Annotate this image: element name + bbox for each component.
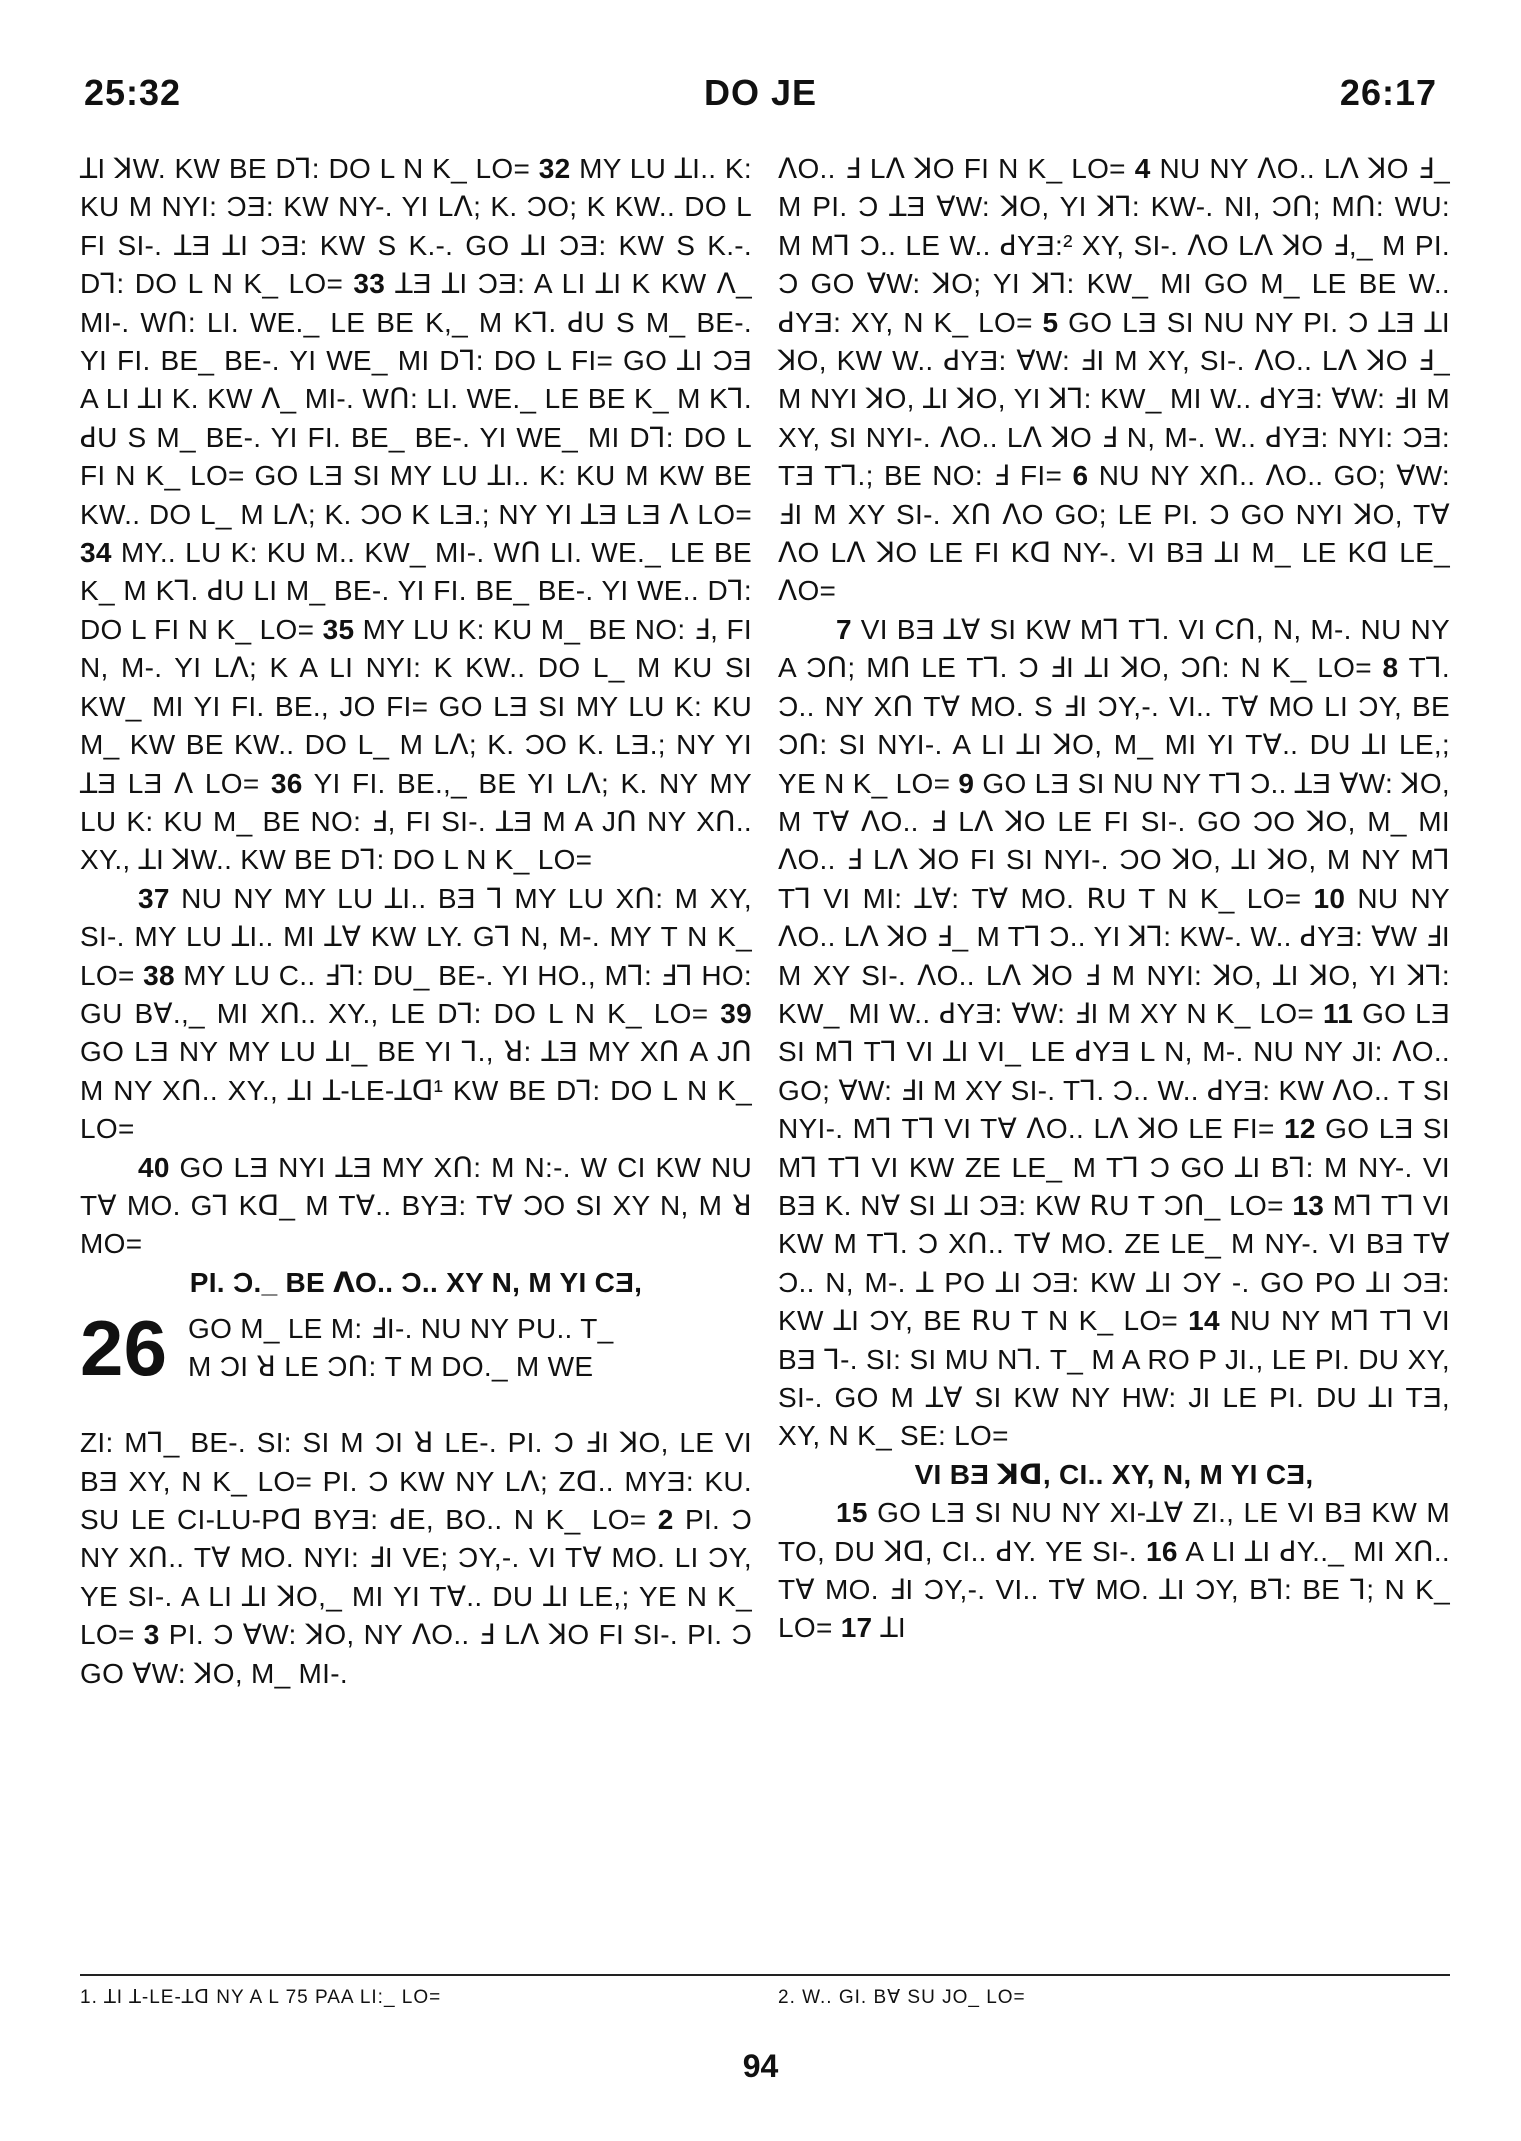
- verse-text: NU NY ꓥO.. Lꓥ ꓘO ꓞ_ M Tꓶ Ɔ.. YI ꓘꓶ: KW-. W.. ꓒYƎ: ꓯW ꓞI M XY SI-. ꓥO.. Lꓥ ꓘO ꓞ M NYI: ꓘO, ꓕI ꓘO, YI ꓘꓶ: KW_ MI W.. ꓒYƎ: ꓯW: ꓞI M XY N K_ LO=: [778, 882, 1450, 1029]
- verse-number: 7: [836, 613, 852, 645]
- paragraph: [778, 150, 1450, 611]
- verse-number: 17: [840, 1612, 873, 1644]
- verse-number: 33: [353, 268, 386, 300]
- verse-number: 13: [1292, 1189, 1325, 1221]
- running-header-left: 25:32: [84, 72, 182, 113]
- verse-text: Mꓶ Tꓶ VI KW M Tꓶ. Ɔ Xꓵ.. Tꓯ MO. ZE LE_ M NY-. VI BƎ Tꓯ Ɔ.. N, M-. ꓕ PO ꓕI ƆƎ: KW ꓕI ƆY -. GO PO ꓕI ƆƎ: KW ꓕI ƆY, BE ꓣU T N K_ LO=: [778, 1189, 1450, 1337]
- verse-number: 16: [1146, 1535, 1178, 1567]
- right-text-column: [778, 150, 1450, 1648]
- verse-number: 15: [836, 1497, 868, 1529]
- chapter-first-line: GO M_ LE M: ꓞI-. NU NY PU.. T_: [188, 1313, 614, 1345]
- verse-number: 36: [270, 767, 303, 799]
- verse-text: ꓕI: [872, 1612, 906, 1644]
- paragraph: [80, 1149, 752, 1264]
- verse-text: VI BƎ ꓕꓯ SI KW Mꓶ Tꓶ. VI Cꓵ, N, M-. NU NY A Ɔꓵ; Mꓵ LE Tꓶ. Ɔ ꓞI ꓕI ꓘO, Ɔꓵ: N K_ LO=: [778, 613, 1450, 684]
- paragraph: [778, 1494, 1450, 1648]
- verse-text: ꓕƎ ꓕI ƆƎ: A LI ꓕI K KW ꓥ_ MI-. Wꓵ: LI. WE._ LE BE K,_ M Kꓶ. ꓒU S M_ BE-. YI FI. BE_ BE-. YI WE_ MI Dꓶ: DO L FI= GO ꓕI ƆƎ A LI ꓕI K. KW ꓥ_ MI-. Wꓵ: LI. WE._ LE BE K_ M Kꓶ. ꓒU S M_ BE-. YI FI. BE_ BE-. YI WE_ MI Dꓶ: DO L FI N K_ LO= GO LƎ SI MY LU ꓕI.. K: KU M KW BE KW.. DO L_ M Lꓥ; K. ƆO K LƎ.; NY YI ꓕƎ LƎ ꓥ LO=: [80, 268, 752, 530]
- verse-text: A LI ꓕI ꓒY.._ MI Xꓵ.. Tꓯ MO. ꓞI ƆY,-. VI.. Tꓯ MO. ꓕI ƆY, Bꓶ: BE ꓶ; N K_ LO=: [778, 1535, 1451, 1644]
- verse-text: PI. Ɔ NY Xꓵ.. Tꓯ MO. NYI: ꓞI VE; ƆY,-. VI Tꓯ MO. LI ƆY, YE SI-. A LI ꓕI ꓘO,_ MI YI Tꓯ.. DU ꓕI LE,; YE N K_ LO=: [80, 1504, 752, 1651]
- paragraph: [80, 1424, 752, 1693]
- verse-number: 8: [1382, 652, 1399, 684]
- verse-text: Tꓶ. Ɔ.. NY Xꓵ Tꓯ MO. S ꓞI ƆY,-. VI.. Tꓯ MO LI ƆY, BE Ɔꓵ: SI NYI-. A LI ꓕI ꓘO, M_ MI YI Tꓯ.. DU ꓕI LE,; YE N K_ LO=: [778, 652, 1450, 799]
- verse-number: 32: [538, 153, 571, 184]
- paragraph: [80, 880, 752, 1149]
- verse-number: 10: [1313, 882, 1346, 914]
- verse-number: 12: [1284, 1113, 1316, 1145]
- verse-text: NU NY Xꓵ.. ꓥO.. GO; ꓯW: ꓞI M XY SI-. Xꓵ ꓥO GO; LE PI. Ɔ GO NYI ꓘO, Tꓯ ꓥO Lꓥ ꓘO LE FI Kꓷ NY-. VI BƎ ꓕI M_ LE Kꓷ LE_ ꓥO=: [778, 460, 1451, 607]
- verse-text: MY.. LU K: KU M.. KW_ MI-. Wꓵ LI. WE._ LE BE K_ M Kꓶ. ꓒU LI M_ BE-. YI FI. BE_ BE-. YI WE.. Dꓶ: DO L FI N K_ LO=: [80, 537, 752, 645]
- verse-number: 35: [322, 613, 355, 645]
- verse-number: 5: [1042, 306, 1059, 338]
- verse-number: 38: [143, 959, 175, 991]
- chapter-number: 26: [80, 1304, 168, 1393]
- verse-number: 39: [720, 997, 752, 1029]
- verse-text: ꓕI ꓘW. KW BE Dꓶ: DO L N K_ LO=: [80, 153, 539, 184]
- verse-text: YI FI. BE.,_ BE YI Lꓥ; K. NY MY LU K: KU M_ BE NO: ꓞ, FI SI-. ꓕƎ M A Jꓵ NY Xꓵ.. XY., ꓕI ꓘW.. KW BE Dꓶ: DO L N K_ LO=: [80, 767, 752, 876]
- verse-text: PI. Ɔ ꓯW: ꓘO, NY ꓥO.. ꓞ Lꓥ ꓘO FI SI-. PI. Ɔ GO ꓯW: ꓘO, M_ MI-.: [80, 1619, 752, 1689]
- verse-text: NU NY Mꓶ Tꓶ VI BƎ ꓶ-. SI: SI MU Nꓶ. T_ M A RO P JI., LE PI. DU XY, SI-. GO M ꓕꓯ SI KW NY HW: JI LE PI. DU ꓕI TƎ, XY, N K_ SE: LO=: [778, 1305, 1450, 1452]
- verse-text: GO LƎ SI Mꓶ Tꓶ VI KW ZE LE_ M Tꓶ Ɔ GO ꓕI Bꓶ: M NY-. VI BƎ K. Nꓯ SI ꓕI ƆƎ: KW ꓣU T Ɔꓵ_ LO=: [778, 1113, 1450, 1221]
- paragraph: [778, 611, 1450, 1456]
- verse-text: NU NY MY LU ꓕI.. BƎ ꓶ MY LU Xꓵ: M XY, SI-. MY LU ꓕI.. MI ꓕꓯ KW LY. Gꓶ N, M-. MY T N K_ LO=: [80, 882, 752, 991]
- verse-text: GO LƎ SI NU NY PI. Ɔ ꓕƎ ꓕI ꓘO, KW W.. ꓒYƎ: ꓯW: ꓞI M XY, SI-. ꓥO.. Lꓥ ꓘO ꓞ_ M NYI ꓘO, ꓕI ꓘO, YI ꓘꓶ: KW_ MI W.. ꓒYƎ: ꓯW: ꓞI M XY, SI NYI-. ꓥO.. Lꓥ ꓘO ꓞ N, M-. W.. ꓒYƎ: NYI: ƆƎ: TƎ Tꓶ.; BE NO: ꓞ FI=: [778, 306, 1450, 492]
- left-text-column: [80, 150, 752, 1693]
- verse-number: 2: [657, 1504, 674, 1535]
- verse-text: MY LU K: KU M_ BE NO: ꓞ, FI N, M-. YI Lꓥ; K A LI NYI: K KW.. DO L_ M KU SI KW_ MI YI FI. BE., JO FI= GO LƎ SI MY LU K: KU M_ KW BE KW.. DO L_ M Lꓥ; K. ƆO K. LƎ.; NY YI ꓕƎ LƎ ꓥ LO=: [80, 613, 752, 799]
- footnote-right: 2. W.. GI. Bꓯ SU JO_ LO=: [778, 1987, 1026, 2008]
- footnote-divider: [80, 1974, 1450, 1976]
- verse-number: 6: [1072, 460, 1089, 492]
- verse-text: GO LƎ SI NU NY XI-ꓕꓯ ZI., LE VI BƎ KW M TO, DU ꓘꓷ, CI.. ꓒY. YE SI-.: [778, 1497, 1450, 1567]
- verse-text: MY LU C.. ꓞꓶ: DU_ BE-. YI HO., Mꓶ: ꓞꓶ HO: GU Bꓯ.,_ MI Xꓵ.. XY., LE Dꓶ: DO L N K_ LO=: [80, 959, 752, 1029]
- verse-text: GO LƎ SI NU NY Tꓶ Ɔ.. ꓕƎ ꓯW: ꓘO, M Tꓯ ꓥO.. ꓞ Lꓥ ꓘO LE FI SI-. GO ƆO ꓘO, M_ MI ꓥO.. ꓞ Lꓥ ꓘO FI SI NYI-. ƆO ꓘO, ꓕI ꓘO, M NY Mꓶ Tꓶ VI MI: ꓕꓯ: Tꓯ MO. ꓣU T N K_ LO=: [778, 767, 1450, 914]
- verse-text: GO LƎ SI Mꓶ Tꓶ VI ꓕI VI_ LE ꓒYƎ L N, M-. NU NY JI: ꓥO.. GO; ꓯW: ꓞI M XY SI-. Tꓶ. Ɔ.. W.. ꓒYƎ: KW ꓥO.. T SI NYI-. Mꓶ Tꓶ VI Tꓯ ꓥO.. Lꓥ ꓘO LE FI=: [778, 997, 1450, 1145]
- verse-number: 11: [1322, 997, 1354, 1029]
- running-header-right: 26:17: [1339, 72, 1437, 113]
- verse-text: MY LU ꓕI.. K: KU M NYI: ƆƎ: KW NY-. YI Lꓥ; K. ƆO; K KW.. DO L FI SI-. ꓕƎ ꓕI ƆƎ: KW S K.-. GO ꓕI ƆƎ: KW S K.-. Dꓶ: DO L N K_ LO=: [80, 153, 752, 300]
- verse-text: ꓥO.. ꓞ Lꓥ ꓘO FI N K_ LO=: [778, 153, 1135, 184]
- chapter-opening: [80, 1306, 752, 1424]
- verse-text: ZI: Mꓶ_ BE-. SI: SI M ƆI ꓤ LE-. PI. Ɔ ꓞI ꓘO, LE VI BƎ XY, N K_ LO= PI. Ɔ KW NY Lꓥ; Zꓷ.. MYƎ: KU. SU LE CI-LU-Pꓷ BYƎ: ꓒE, BO.. N K_ LO=: [80, 1427, 752, 1535]
- verse-number: 40: [138, 1151, 170, 1183]
- verse-text: GO LƎ NYI ꓕƎ MY Xꓵ: M N:-. W CI KW NU Tꓯ MO. Gꓶ Kꓷ_ M Tꓯ.. BYƎ: Tꓯ ƆO SI XY N, M ꓤ MO=: [80, 1151, 752, 1260]
- paragraph: [80, 150, 752, 880]
- verse-number: 4: [1134, 153, 1151, 184]
- running-header-book-title: DO JE: [703, 72, 818, 113]
- page-number: 94: [742, 2048, 779, 2084]
- chapter-second-line: M ƆI ꓤ LE Ɔꓵ: T M DO._ M WE: [188, 1351, 594, 1383]
- verse-number: 37: [138, 882, 170, 914]
- section-heading: VI BƎ ꓘꓷ, CI.. XY, N, M YI CƎ,: [914, 1458, 1314, 1490]
- verse-number: 34: [80, 537, 112, 569]
- verse-number: 9: [958, 767, 975, 799]
- verse-text: GO LƎ NY MY LU ꓕI_ BE YI ꓶ., ꓤ: ꓕƎ MY Xꓵ A Jꓵ M NY Xꓵ.. XY., ꓕI ꓕ-LE-ꓕꓷ¹ KW BE Dꓶ: DO L N K_ LO=: [80, 1036, 752, 1145]
- section-heading: PI. Ɔ._ BE ꓥO.. Ɔ.. XY N, M YI CƎ,: [189, 1266, 643, 1298]
- footnote-left: 1. ꓕI ꓕ-LE-ꓕꓷ NY A L 75 PAA LI:_ LO=: [80, 1987, 442, 2008]
- verse-number: 3: [143, 1619, 160, 1651]
- verse-text: NU NY ꓥO.. Lꓥ ꓘO ꓞ_ M PI. Ɔ ꓕƎ ꓯW: ꓘO, YI ꓘꓶ: KW-. NI, Ɔꓵ; Mꓵ: WU: M Mꓶ Ɔ.. LE W.. ꓒYƎ:² XY, SI-. ꓥO Lꓥ ꓘO ꓞ,_ M PI. Ɔ GO ꓯW: ꓘO; YI ꓘꓶ: KW_ MI GO M_ LE BE W.. ꓒYƎ: XY, N K_ LO=: [778, 153, 1450, 338]
- verse-number: 14: [1188, 1305, 1220, 1337]
